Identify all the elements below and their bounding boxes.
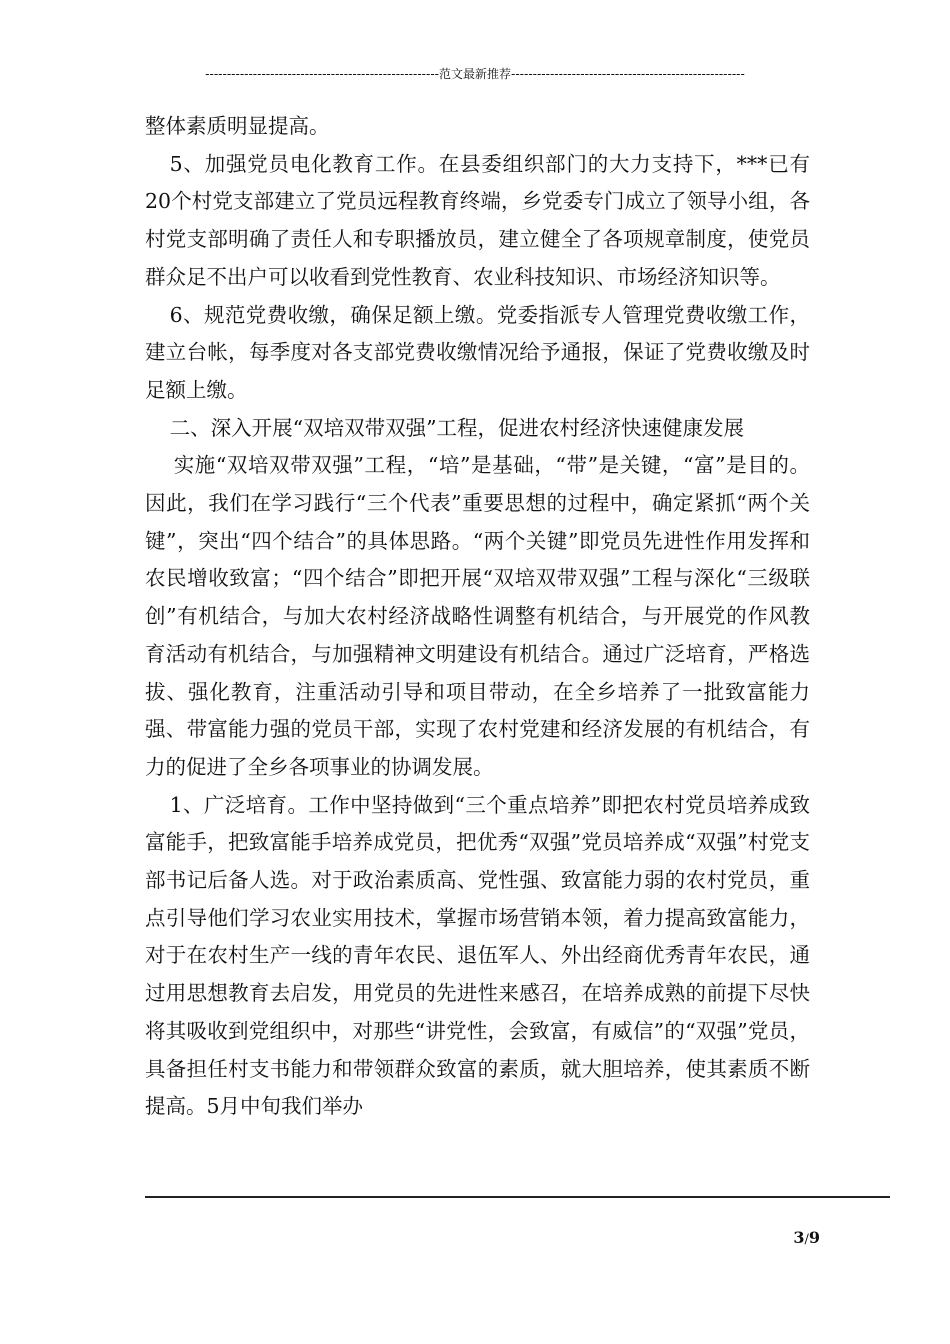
document-body: [145, 108, 810, 1126]
paragraph-section-intro: 实施“双培双带双强”工程，“培”是基础，“带”是关键，“富”是目的。因此，我们在学习践行“三个代表”重要思想的过程中，确定紧抓“两个关键”，突出“四个结合”的具体思路。“两个关键”即党员先进性作用发挥和农民增收致富；“四个结合”即把开展“双培双带双强”工程与深化“三级联创”有机结合，与加大农村经济战略性调整有机结合，与开展党的作风教育活动有机结合，与加强精神文明建设有机结合。通过广泛培育，严格选拔、强化教育，注重活动引导和项目带动，在全乡培养了一批致富能力强、带富能力强的党员干部，实现了农村党建和经济发展的有机结合，有力的促进了全乡各项事业的协调发展。: [145, 453, 810, 779]
section-heading-2: 二、深入开展“双培双带双强”工程，促进农村经济快速健康发展: [169, 415, 745, 440]
paragraph-item-5: 5、加强党员电化教育工作。在县委组织部门的大力支持下，***已有20个村党支部建立了党员远程教育终端，乡党委专门成立了领导小组，各村党支部明确了责任人和专职播放员，建立健全了各项规章制度，使党员群众足不出户可以收看到党性教育、农业科技知识、市场经济知识等。: [145, 151, 810, 289]
paragraph-item-6: 6、规范党费收缴，确保足额上缴。党委指派专人管理党费收缴工作，建立台帐，每季度对各支部党费收缴情况给予通报，保证了党费收缴及时足额上缴。: [145, 302, 810, 402]
page-current: 3: [793, 1228, 805, 1247]
page-separator: /: [804, 1232, 809, 1247]
paragraph-item-1: 1、广泛培育。工作中坚持做到“三个重点培养”即把农村党员培养成致富能手，把致富能手培养成党员，把优秀“双强”党员培养成“双强”村党支部书记后备人选。对于政治素质高、党性强、致富能力弱的农村党员，重点引导他们学习农业实用技术，掌握市场营销本领，着力提高致富能力，对于在农村生产一线的青年农民、退伍军人、外出经商优秀青年农民，通过用思想教育去启发，用党员的先进性来感召，在培养成熟的前提下尽快将其吸收到党组织中，对那些“讲党性，会致富，有威信”的“双强”党员，具备担任村支书能力和带领群众致富的素质，就大胆培养，使其素质不断提高。5月中旬我们举办: [145, 792, 810, 1119]
page-number: [760, 1228, 820, 1247]
paragraph-continuation: 整体素质明显提高。: [145, 114, 330, 138]
page-total: 9: [808, 1228, 820, 1247]
page-header: ------------------------------------------------------范文最新推荐------------------------------------------------------: [205, 67, 745, 81]
footer-divider: [145, 1196, 890, 1198]
